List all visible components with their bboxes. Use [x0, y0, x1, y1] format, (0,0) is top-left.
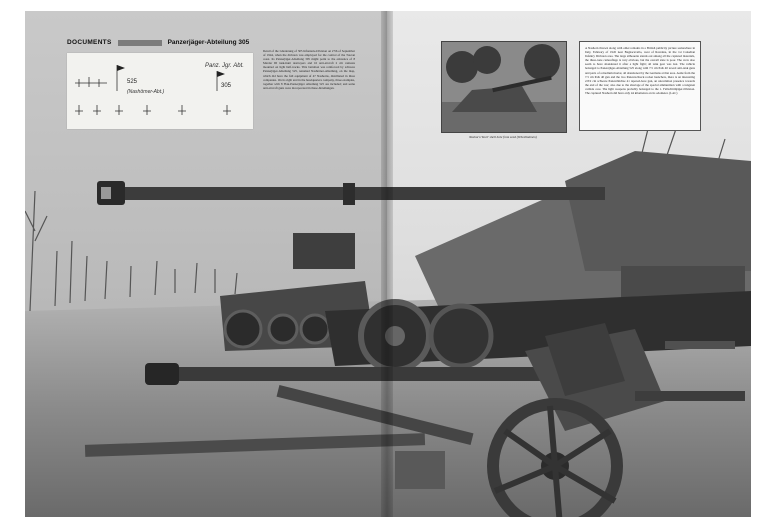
document-card [67, 53, 253, 129]
unit-note: (Nashörner-Abt.) [127, 89, 165, 95]
pennant-flag-1 [117, 65, 125, 71]
nashorn-gun [97, 181, 605, 205]
pennant-flag-2 [217, 71, 225, 77]
page-header [67, 39, 249, 46]
unit-number-2: 305 [221, 83, 232, 89]
unit-title: Panzerjäger-Abteilung 305 [167, 39, 250, 46]
inset-caption: Nashorn 'Kurt' shell hole from seed (Wheelbahnen) [469, 135, 537, 139]
right-text-box: A Nashorn thrown along with other remains in a British publicity picture somewhere in Italy, February of 1945 near Bagnacavallo, west of Ravenna, in the 1st Canadian Infantry Division area. The large silhouette stands out among all the captured materiels, the three-tone camouflage is very obvious, but the overall state is poor. The crew also seem to have abandoned it after a light fight; all tank gear was lost. The vehicle belonged to Panzerjäger-Abteilung 525 along with 7.5 cm PaK 40 towed anti-tank guns and parts of a medium mortar, all abandoned by the Germans at that area. Aside from the 7.5 cm PaK 40 gun and the two Panzerschreck rocket launchers, there is an interesting 2.8/2 cm schwere Panzerbüchse 41 tapered-bore gun, an uncommon presence towards the end of the war; also due to the shortage of the special ammunition with a tungsten carbide core. The light weapons probably belonged to the 1. Fallschirmjäger-Division. The captured Nashorn did have only 44 kilometres on its odometer. (LAC) [579, 41, 701, 131]
inset-photo [441, 41, 567, 133]
handwritten-note: Panz. Jgr. Abt. [205, 63, 244, 69]
header-bar [118, 40, 162, 46]
magazine-spread [25, 11, 751, 517]
section-label: DOCUMENTS [67, 39, 112, 46]
left-column-text: Detail of the Gliederung of 305 Infanterie-Division on 27th of September of 1944, when the division was employed for the control of the Tuscan coast. Its Panzerjäger-Abteilung 305 might point to the existence of 8 Marder III tank-hunt destroyers and 16 anti-aircraft 2 cm cannons mounted on light half-tracks. This battalion was reinforced by schwere Panzerjäger-Abteilung 525, renamed Nashörner-Abteilung, on the map, which did have the full equipment of 47 Nashorns, distributed in three companies. On its right and in the headquarters company, three examples, together with 8 Flak-Panzerjäger Abteilung 525 are included; and some anti-aircraft guns were incorporated in these Abteilungen. [263, 49, 355, 90]
unit-number: 525 [127, 79, 138, 85]
page-gutter [381, 11, 393, 517]
inset-photo-image [442, 42, 566, 132]
organization-chart-sketch [67, 53, 253, 129]
